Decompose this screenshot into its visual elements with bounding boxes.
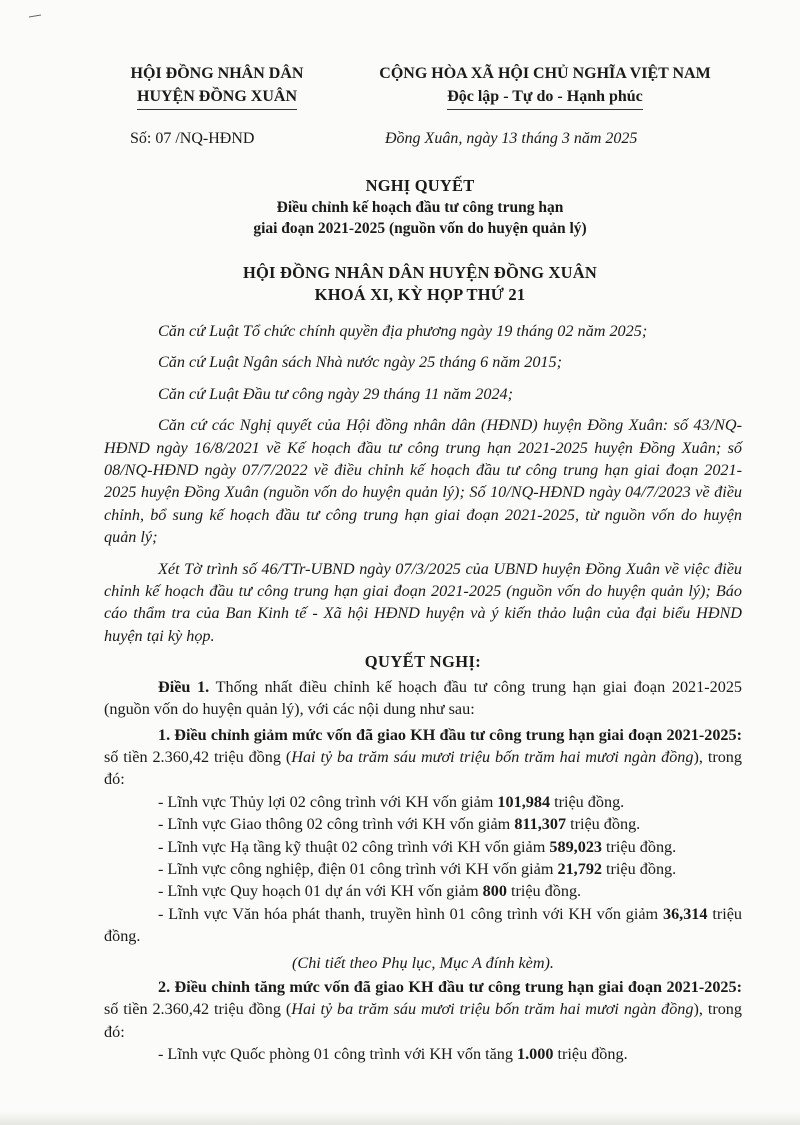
- list-item: - Lĩnh vực công nghiệp, điện 01 công trình với KH vốn giảm 21,792 triệu đồng.: [158, 859, 677, 878]
- list-item: - Lĩnh vực Quy hoạch 01 dự án với KH vốn giảm 800 triệu đồng.: [158, 882, 582, 901]
- council-heading: [100, 262, 740, 306]
- document-body: [104, 320, 742, 1066]
- title-line3: giai đoạn 2021-2025 (nguồn vốn do huyện quản lý): [253, 220, 587, 237]
- scan-mark: [28, 14, 42, 18]
- document-title: [100, 175, 740, 239]
- authority-line2: HUYỆN ĐỒNG XUÂN: [137, 85, 297, 110]
- reduction-amount: 800: [482, 882, 507, 901]
- council-line2: KHOÁ XI, KỲ HỌP THỨ 21: [314, 285, 526, 304]
- section-2-heading: 2. Điều chỉnh tăng mức vốn đã giao KH đầu tư công trung hạn giai đoạn 2021-2025:: [158, 977, 742, 996]
- reduction-amount: 811,307: [514, 815, 567, 834]
- reduction-amount: 589,023: [549, 837, 602, 856]
- legal-basis-4: Căn cứ các Nghị quyết của Hội đồng nhân dân (HĐND) huyện Đồng Xuân: số 43/NQ-HĐND ngày 16/8/2021 về Kế hoạch đầu tư công trung hạn 2021-2025 huyện Đồng Xuân; số 08/NQ-HĐND ngày 07/7/2022 về điều chỉnh kế hoạch đầu tư công trung hạn giai đoạn 2021-2025 huyện Đồng Xuân (nguồn vốn do huyện quản lý); Số 10/NQ-HĐND ngày 04/7/2023 về điều chỉnh, bổ sung kế hoạch đầu tư công trung hạn giai đoạn 2021-2025, từ nguồn vốn do huyện quản lý;: [104, 416, 742, 547]
- list-item: - Lĩnh vực Hạ tầng kỹ thuật 02 công trình với KH vốn giảm 589,023 triệu đồng.: [158, 837, 677, 856]
- list-item: - Lĩnh vực Giao thông 02 công trình với KH vốn giảm 811,307 triệu đồng.: [158, 815, 641, 834]
- national-heading: [350, 62, 740, 110]
- issuing-authority: [98, 62, 336, 110]
- motto: Độc lập - Tự do - Hạnh phúc: [447, 85, 643, 110]
- list-item: - Lĩnh vực Thủy lợi 02 công trình với KH vốn giảm 101,984 triệu đồng.: [158, 792, 625, 811]
- section-1-heading: 1. Điều chỉnh giảm mức vốn đã giao KH đầu tư công trung hạn giai đoạn 2021-2025:: [158, 725, 742, 744]
- list-item: - Lĩnh vực Văn hóa phát thanh, truyền hình 01 công trình với KH vốn giảm 36,314 triệu đồng.: [104, 904, 742, 946]
- legal-basis-1: Căn cứ Luật Tổ chức chính quyền địa phương ngày 19 tháng 02 năm 2025;: [158, 322, 648, 340]
- document-kind: NGHỊ QUYẾT: [365, 176, 475, 195]
- section-2-amount: số tiền 2.360,42 triệu đồng (: [104, 1000, 292, 1019]
- section-1-amount-words: Hai tỷ ba trăm sáu mươi triệu bốn trăm hai mươi ngàn đồng: [291, 747, 694, 766]
- section-1-amount: số tiền 2.360,42 triệu đồng (: [104, 747, 292, 766]
- section-1-tail: ), trong đó:: [104, 747, 742, 789]
- article-1: [104, 676, 742, 721]
- article-1-label: Điều 1.: [158, 677, 210, 696]
- authority-line1: HỘI ĐỒNG NHÂN DÂN: [130, 65, 304, 82]
- article-1-text: Thống nhất điều chỉnh kế hoạch đầu tư công trung hạn giai đoạn 2021-2025 (nguồn vốn do huyện quản lý), với các nội dung như sau:: [104, 677, 743, 719]
- section-2-tail: ), trong đó:: [104, 1000, 742, 1041]
- legal-basis-3: Căn cứ Luật Đầu tư công ngày 29 tháng 11 năm 2024;: [158, 384, 514, 403]
- list-item: - Lĩnh vực Quốc phòng 01 công trình với KH vốn tăng 1.000 triệu đồng.: [158, 1045, 628, 1064]
- section-1-intro: [104, 724, 742, 791]
- document-date: Đồng Xuân, ngày 13 tháng 3 năm 2025: [385, 130, 638, 147]
- scan-edge: [0, 1111, 800, 1125]
- reduction-amount: 101,984: [497, 792, 551, 811]
- appendix-note: (Chi tiết theo Phụ lục, Mục A đính kèm).: [292, 953, 554, 972]
- legal-basis-2: Căn cứ Luật Ngân sách Nhà nước ngày 25 tháng 6 năm 2015;: [158, 353, 562, 372]
- legal-basis-5: Xét Tờ trình số 46/TTr-UBND ngày 07/3/2025 của UBND huyện Đồng Xuân về việc điều chỉnh kế hoạch đầu tư công trung hạn giai đoạn 2021-2025 (nguồn vốn do huyện quản lý); Báo cáo thẩm tra của Ban Kinh tế - Xã hội HĐND huyện và ý kiến thảo luận của đại biểu HĐND huyện tại kỳ họp.: [104, 559, 742, 645]
- decision-heading: QUYẾT NGHỊ:: [364, 652, 482, 672]
- section-2-intro: [104, 976, 742, 1043]
- nation-name: CỘNG HÒA XÃ HỘI CHỦ NGHĨA VIỆT NAM: [379, 65, 711, 82]
- title-line2: Điều chỉnh kế hoạch đầu tư công trung hạn: [276, 199, 564, 216]
- council-line1: HỘI ĐỒNG NHÂN DÂN HUYỆN ĐỒNG XUÂN: [242, 263, 598, 282]
- document-number: Số: 07 /NQ-HĐND: [130, 130, 255, 147]
- reduction-amount: 36,314: [662, 904, 708, 923]
- reduction-amount: 21,792: [557, 859, 602, 878]
- section-2-amount-words: Hai tỷ ba trăm sáu mươi triệu bốn trăm hai mươi ngàn đồng: [291, 1000, 694, 1019]
- increase-amount: 1.000: [517, 1045, 554, 1064]
